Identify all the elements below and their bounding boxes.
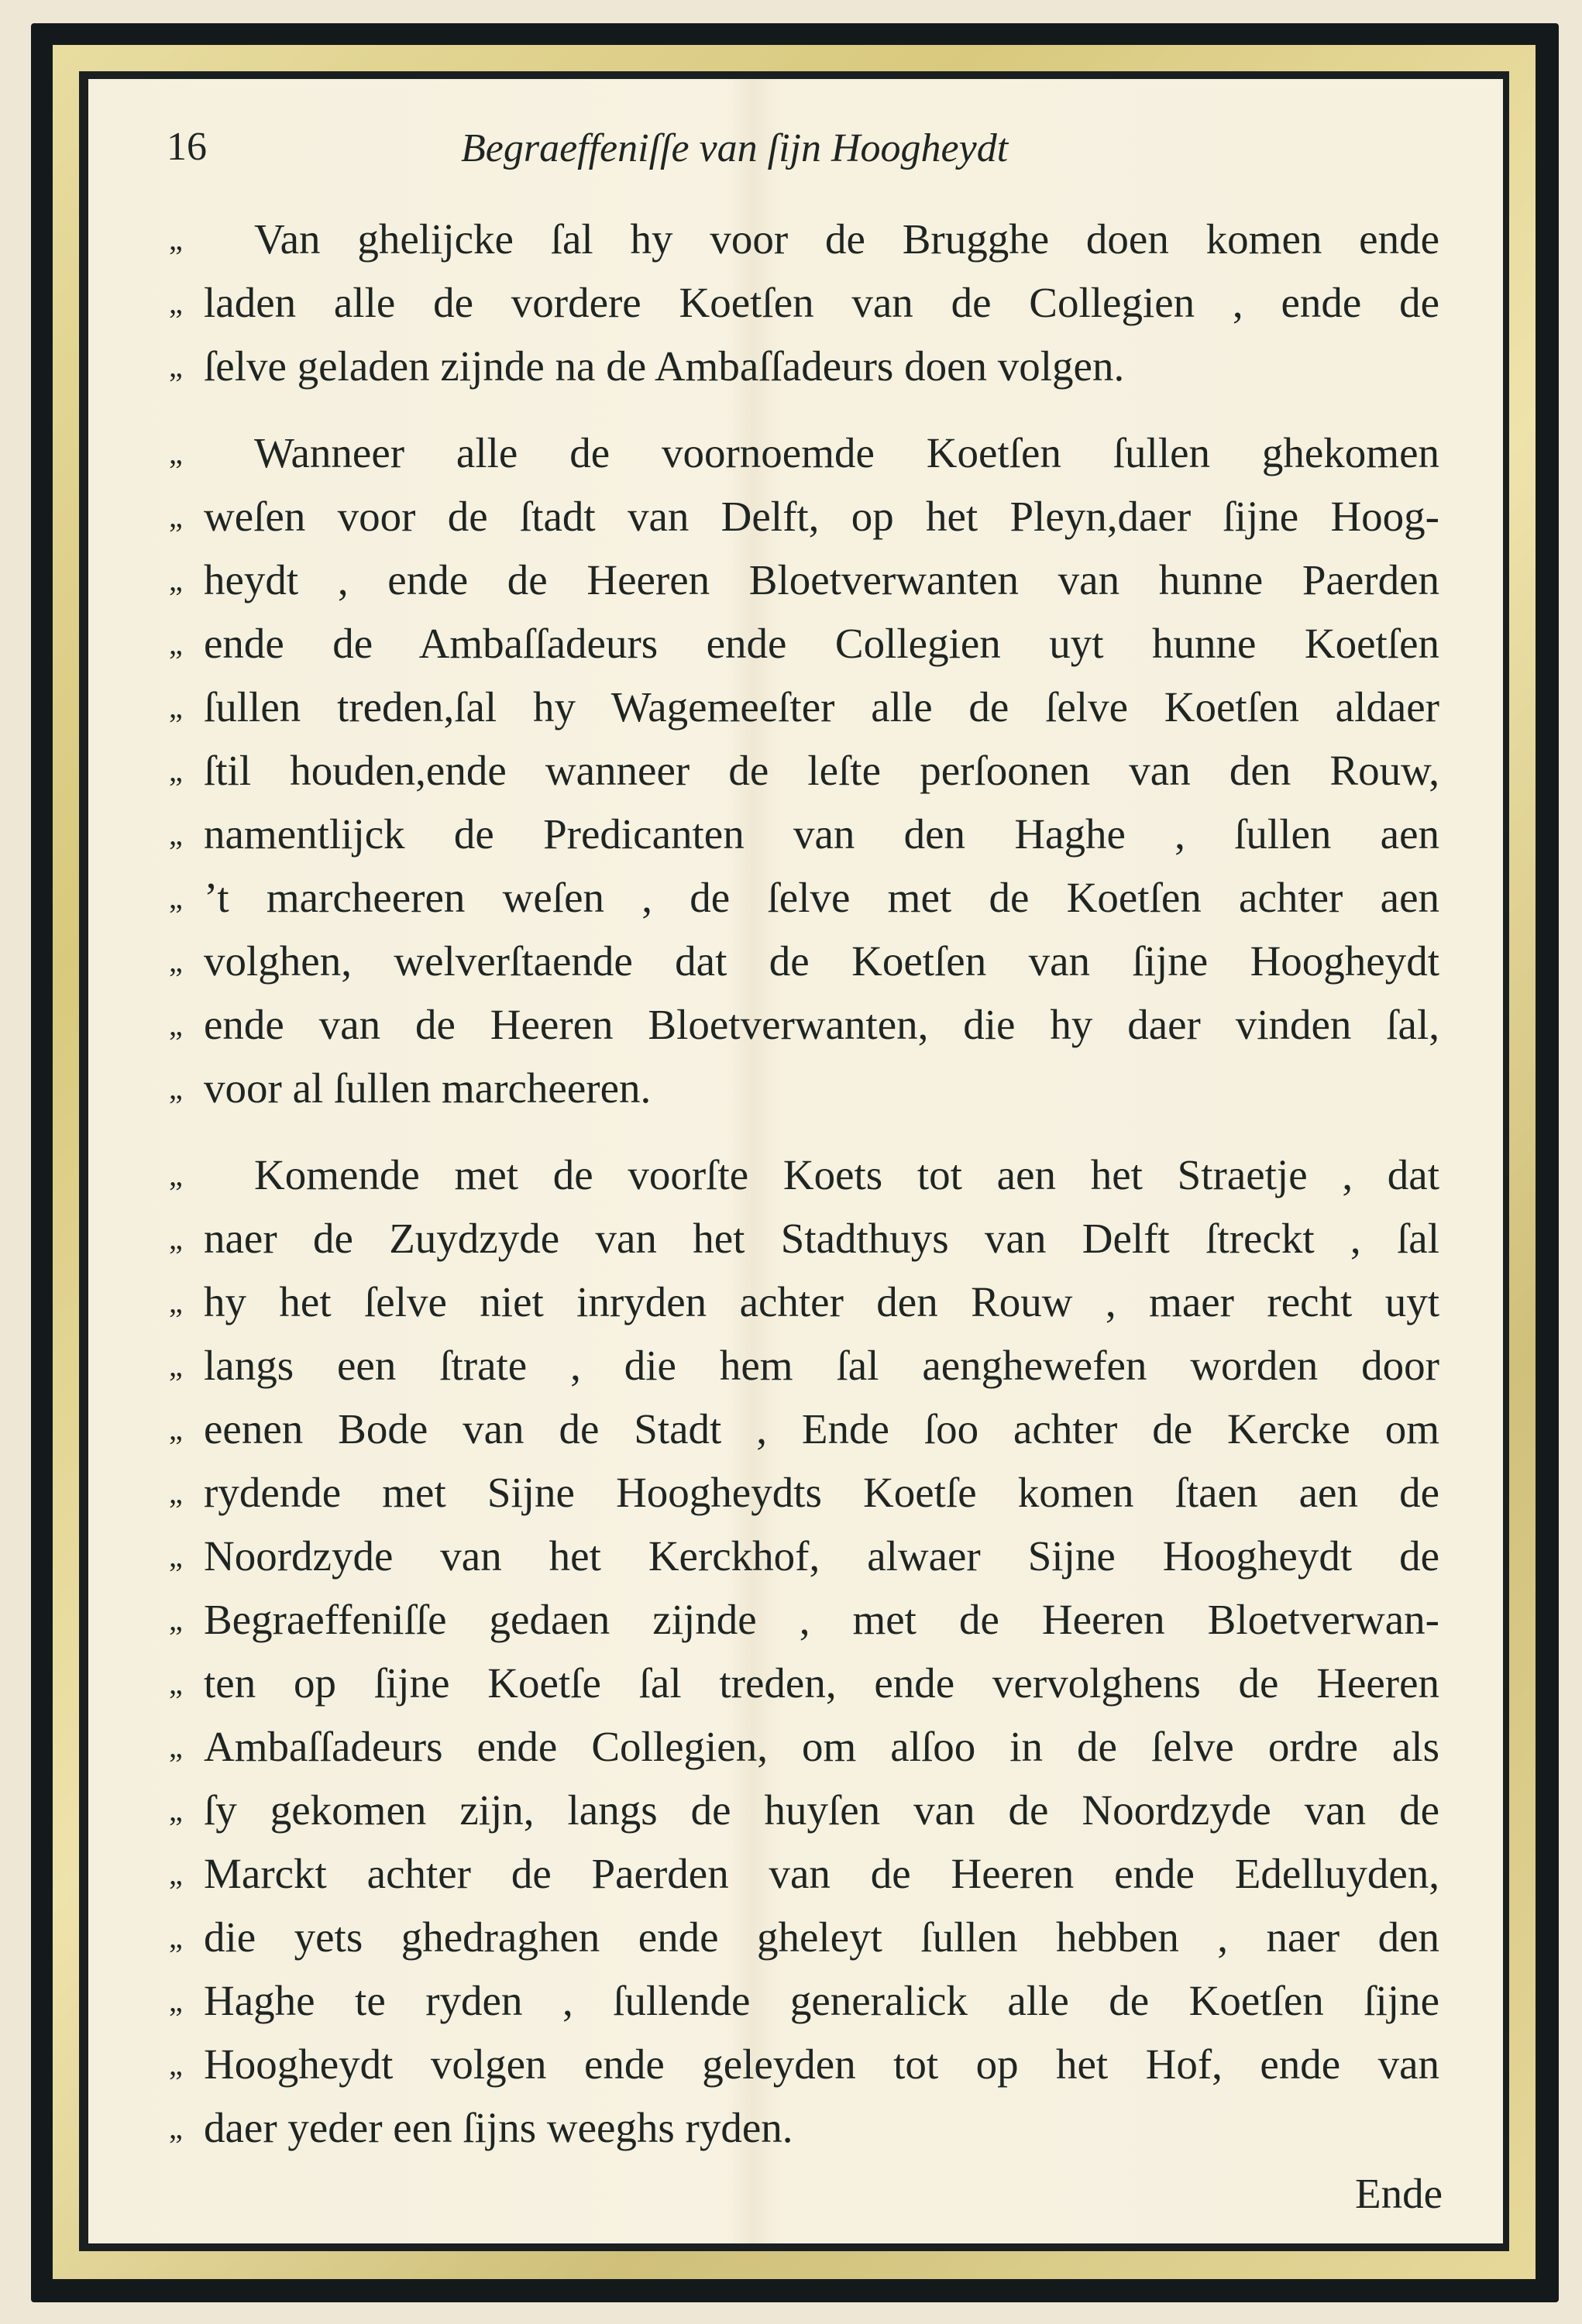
text-line: [169, 485, 1439, 548]
catchword: Ende: [1354, 2170, 1443, 2217]
text-line: [169, 421, 1439, 485]
text-line: [169, 2033, 1439, 2096]
line-text: voor al ſullen marcheeren.: [204, 1064, 652, 1112]
line-text: hy het ſelve niet inryden achter den Rouw , maer recht uyt: [204, 1278, 1439, 1325]
line-text: ’t marcheeren weſen , de ſelve met de Koetſen achter aen: [204, 874, 1439, 921]
text-line: [169, 1334, 1439, 1397]
quotation-mark: „: [169, 944, 183, 978]
quotation-mark: „: [169, 1284, 183, 1319]
page-number: 16: [167, 125, 207, 169]
line-text: Marckt achter de Paerden van de Heeren ende Edelluyden,: [204, 1850, 1439, 1897]
quotation-mark: „: [169, 1920, 183, 1954]
text-line: [169, 1525, 1439, 1588]
line-text: die yets ghedraghen ende gheleyt ſullen hebben , naer den: [204, 1913, 1439, 1961]
quotation-mark: „: [169, 1666, 183, 1700]
text-line: [169, 612, 1439, 676]
text-line: [169, 1588, 1439, 1652]
line-text: ſelve geladen zijnde na de Ambaſſadeurs doen volgen.: [204, 342, 1125, 390]
text-line: [169, 1461, 1439, 1525]
line-text: volghen, welverſtaende dat de Koetſen van ſijne Hoogheydt: [204, 937, 1439, 985]
text-line: [169, 548, 1439, 612]
text-line: [169, 1779, 1439, 1842]
quotation-mark: „: [169, 1071, 183, 1105]
line-text: Ambaſſadeurs ende Collegien, om alſoo in de ſelve ordre als: [204, 1723, 1439, 1770]
quotation-mark: „: [169, 1348, 183, 1383]
text-line: [169, 1057, 1439, 1120]
text-line: [169, 1969, 1439, 2033]
line-text: Van ghelijcke ſal hy voor de Brugghe doen komen ende: [254, 215, 1439, 263]
quotation-mark: „: [169, 222, 183, 256]
line-text: ende van de Heeren Bloetverwanten, die hy daer vinden ſal,: [204, 1001, 1439, 1048]
line-text: Begraeffeniſſe gedaen zijnde , met de Heeren Bloetverwan-: [204, 1596, 1439, 1643]
line-text: heydt , ende de Heeren Bloetverwanten van hunne Paerden: [204, 556, 1439, 603]
line-text: weſen voor de ſtadt van Delft, op het Pleyn,daer ſijne Hoog-: [204, 493, 1439, 540]
quotation-mark: „: [169, 1157, 183, 1192]
text-line: [169, 1906, 1439, 1969]
running-title: Begraeffeniſſe van ſijn Hoogheydt: [461, 126, 1009, 170]
text-line: [169, 2096, 1439, 2160]
text-line: [169, 1207, 1439, 1270]
text-line: [169, 676, 1439, 739]
quotation-mark: „: [169, 1538, 183, 1573]
text-line: [169, 739, 1439, 803]
quotation-mark: „: [169, 349, 183, 383]
quotation-mark: „: [169, 689, 183, 724]
quotation-mark: „: [169, 2047, 183, 2082]
quotation-mark: „: [169, 1983, 183, 2018]
page-header: [167, 124, 1437, 194]
text-line: [169, 1652, 1439, 1715]
quotation-mark: „: [169, 1007, 183, 1042]
paragraph: [169, 208, 1439, 398]
quotation-mark: „: [169, 285, 183, 320]
quotation-mark: „: [169, 1602, 183, 1637]
quotation-mark: „: [169, 1475, 183, 1510]
text-line: [169, 866, 1439, 930]
quotation-mark: „: [169, 2110, 183, 2145]
line-text: Hoogheydt volgen ende geleyden tot op het Hof, ende van: [204, 2040, 1439, 2088]
text-line: [169, 1270, 1439, 1334]
line-text: daer yeder een ſijns weeghs ryden.: [204, 2104, 793, 2151]
text-line: [169, 803, 1439, 866]
quotation-mark: „: [169, 435, 183, 470]
line-text: rydende met Sijne Hoogheydts Koetſe komen ſtaen aen de: [204, 1469, 1439, 1516]
line-text: eenen Bode van de Stadt , Ende ſoo achter de Kercke om: [204, 1405, 1439, 1452]
text-line: [169, 208, 1439, 271]
line-text: ſy gekomen zijn, langs de huyſen van de Noordzyde van de: [204, 1786, 1439, 1834]
line-text: ſullen treden,ſal hy Wagemeeſter alle de ſelve Koetſen aldaer: [204, 683, 1439, 731]
text-line: [169, 993, 1439, 1057]
quotation-mark: „: [169, 1411, 183, 1446]
paragraph: [169, 1143, 1439, 2160]
line-text: ende de Ambaſſadeurs ende Collegien uyt hunne Koetſen: [204, 620, 1439, 667]
quotation-mark: „: [169, 753, 183, 788]
quotation-mark: „: [169, 562, 183, 597]
text-line: [169, 930, 1439, 993]
body-text: [169, 208, 1439, 2183]
line-text: Noordzyde van het Kerckhof, alwaer Sijne Hoogheydt de: [204, 1532, 1439, 1580]
text-line: [169, 1143, 1439, 1207]
quotation-mark: „: [169, 880, 183, 915]
quotation-mark: „: [169, 1793, 183, 1827]
quotation-mark: „: [169, 499, 183, 534]
quotation-mark: „: [169, 626, 183, 661]
text-line: [169, 271, 1439, 335]
line-text: ſtil houden,ende wanneer de leſte perſoonen van den Rouw,: [204, 747, 1439, 794]
text-line: [169, 1715, 1439, 1779]
text-line: [169, 1842, 1439, 1906]
line-text: laden alle de vordere Koetſen van de Collegien , ende de: [204, 279, 1439, 326]
quotation-mark: „: [169, 816, 183, 851]
line-text: namentlijck de Predicanten van den Haghe , ſullen aen: [204, 810, 1439, 858]
quotation-mark: „: [169, 1221, 183, 1256]
line-text: Komende met de voorſte Koets tot aen het Straetje , dat: [254, 1151, 1439, 1198]
line-text: ten op ſijne Koetſe ſal treden, ende vervolghens de Heeren: [204, 1659, 1439, 1707]
text-line: [169, 1397, 1439, 1461]
paragraph: [169, 421, 1439, 1120]
text-line: [169, 335, 1439, 398]
line-text: Haghe te ryden , ſullende generalick alle de Koetſen ſijne: [204, 1977, 1439, 2024]
line-text: Wanneer alle de voornoemde Koetſen ſullen ghekomen: [254, 429, 1439, 476]
quotation-mark: „: [169, 1856, 183, 1891]
line-text: langs een ſtrate , die hem ſal aenghewefen worden door: [204, 1342, 1439, 1389]
quotation-mark: „: [169, 1729, 183, 1764]
line-text: naer de Zuydzyde van het Stadthuys van Delft ſtreckt , ſal: [204, 1215, 1439, 1262]
